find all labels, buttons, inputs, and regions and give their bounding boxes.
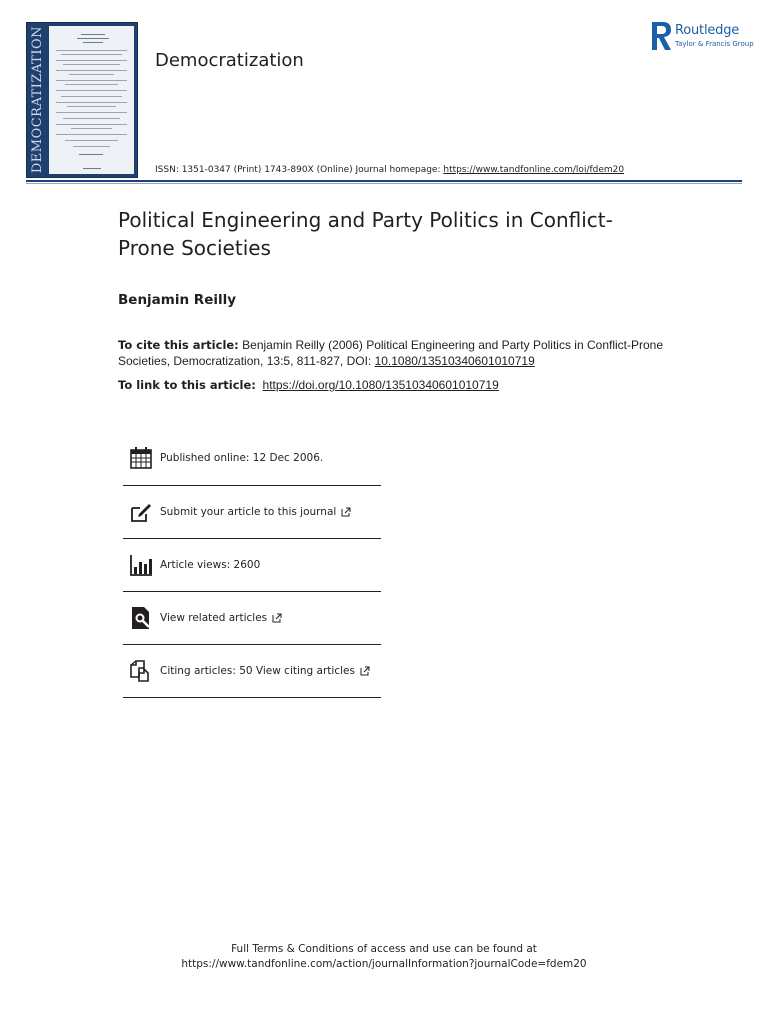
cover-panel xyxy=(49,26,134,174)
terms-url[interactable]: https://www.tandfonline.com/action/journalInformation?journalCode=fdem20 xyxy=(181,958,587,970)
published-online-text: Published online: 12 Dec 2006. xyxy=(160,451,324,464)
routledge-logo-icon xyxy=(652,22,672,50)
article-link-block xyxy=(118,377,499,393)
copy-documents-icon xyxy=(129,659,153,683)
external-link-icon xyxy=(360,666,370,676)
search-document-icon xyxy=(129,606,153,630)
journal-name: Democratization xyxy=(155,50,304,71)
calendar-icon xyxy=(129,446,153,470)
article-views-item xyxy=(123,539,381,592)
citing-articles-text: Citing articles: 50 View citing articles xyxy=(160,665,355,677)
header-divider xyxy=(26,180,742,182)
article-title xyxy=(118,206,678,262)
routledge-logo xyxy=(652,22,752,52)
issn-text: ISSN: 1351-0347 (Print) 1743-890X (Online) Journal homepage: xyxy=(155,165,444,175)
terms-footer xyxy=(0,942,768,972)
journal-cover-image xyxy=(26,22,138,178)
citing-articles-link[interactable] xyxy=(123,645,381,698)
journal-homepage-link[interactable]: https://www.tandfonline.com/loi/fdem20 xyxy=(443,165,625,175)
cover-spine-title: DEMOCRATIZATION xyxy=(29,26,45,174)
routledge-logo-tagline: Taylor & Francis Group xyxy=(675,40,754,48)
related-articles-text: View related articles xyxy=(160,612,268,624)
article-doi-link[interactable]: https://doi.org/10.1080/13510340601010719 xyxy=(262,378,499,392)
article-link-label: To link to this article: xyxy=(118,378,256,392)
article-title-line-2: Prone Societies xyxy=(118,236,271,260)
routledge-logo-name: Routledge xyxy=(675,23,740,38)
submit-article-link[interactable] xyxy=(123,486,381,539)
bar-chart-icon xyxy=(129,553,153,577)
header-divider-thin xyxy=(26,183,742,184)
external-link-icon xyxy=(341,507,351,517)
terms-text: Full Terms & Conditions of access and use can be found at xyxy=(231,943,537,955)
submit-article-text: Submit your article to this journal xyxy=(160,506,337,518)
article-views-text: Article views: 2600 xyxy=(160,559,261,571)
citation-doi-link[interactable]: 10.1080/13510340601010719 xyxy=(374,354,535,368)
cover-spine xyxy=(27,23,47,177)
citation-text: Benjamin Reilly (2006) Political Engineering and Party Politics in Conflict-Prone Societies, Democratization, 13:5, 811-827, DOI: xyxy=(118,338,664,368)
article-info-list xyxy=(123,430,381,698)
issn-line xyxy=(155,165,624,175)
citation-label: To cite this article: xyxy=(118,338,239,352)
related-articles-link[interactable] xyxy=(123,592,381,645)
published-online-item xyxy=(123,430,381,486)
external-link-icon xyxy=(272,613,282,623)
article-title-line-1: Political Engineering and Party Politics in Conflict- xyxy=(118,208,613,232)
edit-icon xyxy=(129,500,153,524)
citation-block xyxy=(118,337,678,369)
article-author: Benjamin Reilly xyxy=(118,292,237,308)
